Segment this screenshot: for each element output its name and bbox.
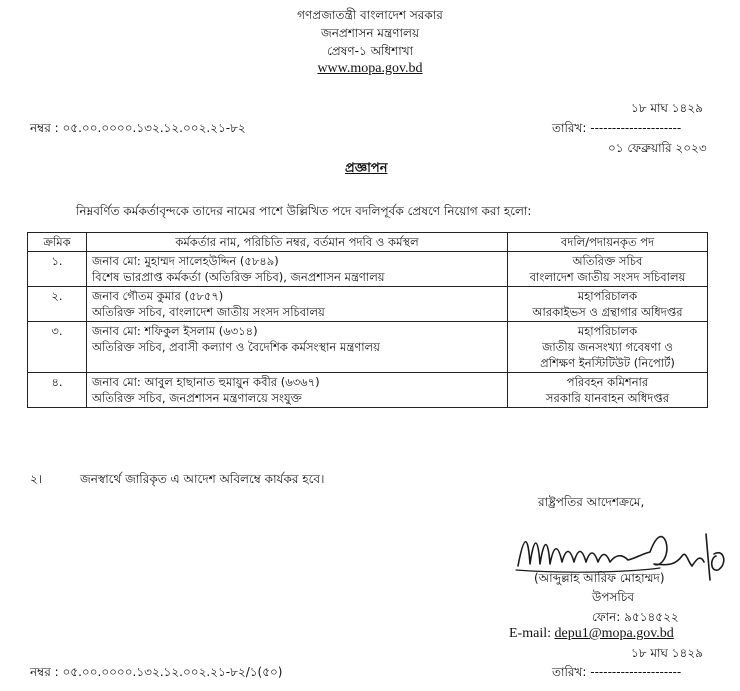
officer-current-post: অতিরিক্ত সচিব, জনপ্রশাসন মন্ত্রণালয়ে সংযুক্ত	[92, 391, 302, 405]
table-row	[28, 252, 708, 287]
website-link[interactable]: www.mopa.gov.bd	[317, 61, 423, 76]
government-name: গণপ্রজাতন্ত্রী বাংলাদেশ সরকার	[297, 8, 443, 22]
intro-paragraph: নিম্নবর্ণিত কর্মকর্তাবৃন্দকে তাদের নামের পাশে উল্লিখিত পদে বদলিপূর্বক প্রেষণে নিয়োগ করা হলো:	[76, 204, 532, 218]
column-header-officer: কর্মকর্তার নাম, পরিচিতি নম্বর, বর্তমান পদবি ও কর্মস্থল	[87, 233, 508, 252]
table-row	[28, 373, 708, 408]
row-serial: ১.	[28, 252, 87, 287]
transfer-table	[27, 232, 708, 408]
signatory-designation: উপসচিব	[592, 590, 635, 604]
officer-name: জনাব গৌতম কুমার (৫৮৫৭)	[92, 289, 224, 303]
footer-date-label: তারিখ: ---------------------	[552, 665, 682, 679]
row-new-post	[508, 322, 708, 373]
new-post-title: অতিরিক্ত সচিব	[572, 254, 643, 268]
new-post-office: জাতীয় জনসংখ্যা গবেষণা ও	[542, 340, 673, 354]
clause-number: ২।	[30, 472, 43, 486]
row-officer	[87, 373, 508, 408]
row-new-post	[508, 373, 708, 408]
memo-date-label: তারিখ: ---------------------	[552, 121, 682, 135]
order-line: রাষ্ট্রপতির আদেশক্রমে,	[538, 495, 645, 509]
new-post-title: পরিবহন কমিশনার	[566, 375, 649, 389]
row-new-post	[508, 287, 708, 322]
signatory-phone: ফোন: ৯৫১৪৫২২	[592, 610, 679, 624]
section-name: প্রেষণ-১ অধিশাখা	[326, 44, 414, 58]
new-post-title: মহাপরিচালক	[577, 289, 638, 303]
row-new-post	[508, 252, 708, 287]
memo-number: নম্বর : ০৫.০০.০০০০.১৩২.১২.০০২.২১-৮২	[30, 121, 246, 135]
signatory-name: (আব্দুল্লাহ আরিফ মোহাম্মদ)	[534, 571, 665, 585]
document-title: প্রজ্ঞাপন	[345, 161, 388, 176]
new-post-office-line2: প্রশিক্ষণ ইনস্টিটিউট (নিপোর্ট)	[540, 356, 675, 370]
table-row	[28, 287, 708, 322]
footer-date-bangla: ১৮ মাঘ ১৪২৯	[631, 646, 703, 660]
officer-name: জনাব মো: শফিকুল ইসলাম (৬৩১৪)	[92, 324, 258, 338]
officer-current-post: অতিরিক্ত সচিব, প্রবাসী কল্যাণ ও বৈদেশিক কর্মসংস্থান মন্ত্রণালয়	[92, 340, 380, 354]
clause-text: জনস্বার্থে জারিকৃত এ আদেশ অবিলম্বে কার্যকর হবে।	[80, 472, 325, 486]
ministry-name: জনপ্রশাসন মন্ত্রণালয়	[320, 26, 420, 40]
memo-date-bangla: ১৮ মাঘ ১৪২৯	[631, 101, 703, 115]
officer-current-post: বিশেষ ভারপ্রাপ্ত কর্মকর্তা (অতিরিক্ত সচিব), জনপ্রশাসন মন্ত্রণালয়	[92, 270, 385, 284]
email-address-link[interactable]: depu1@mopa.gov.bd	[554, 626, 674, 641]
footer-memo-number: নম্বর : ০৫.০০.০০০০.১৩২.১২.০০২.২১-৮২/১(৫০)	[30, 665, 283, 679]
row-serial: ৪.	[28, 373, 87, 408]
officer-current-post: অতিরিক্ত সচিব, বাংলাদেশ জাতীয় সংসদ সচিবালয়	[92, 305, 325, 319]
new-post-office: আরকাইভস ও গ্রন্থাগার অধিদপ্তর	[532, 305, 683, 319]
officer-name: জনাব মো: মুহাম্মদ সালেহউদ্দিন (৫৮৪৯)	[92, 254, 279, 268]
column-header-serial: ক্রমিক	[28, 233, 87, 252]
email-label: E-mail:	[509, 626, 551, 641]
row-officer	[87, 322, 508, 373]
new-post-title: মহাপরিচালক	[577, 324, 638, 338]
row-officer	[87, 252, 508, 287]
new-post-office: সরকারি যানবাহন অধিদপ্তর	[545, 391, 670, 405]
signatory-email	[509, 626, 674, 642]
column-header-post: বদলি/পদায়নকৃত পদ	[508, 233, 708, 252]
letterhead	[0, 6, 740, 78]
row-officer	[87, 287, 508, 322]
row-serial: ২.	[28, 287, 87, 322]
table-header-row	[28, 233, 708, 252]
officer-name: জনাব মো: আবুল হাছানাত হুমায়ুন কবীর (৬৩৬৭)	[92, 375, 320, 389]
table-row	[28, 322, 708, 373]
row-serial: ৩.	[28, 322, 87, 373]
new-post-office: বাংলাদেশ জাতীয় সংসদ সচিবালয়	[529, 270, 686, 284]
memo-date-english: ০১ ফেব্রুয়ারি ২০২৩	[608, 141, 707, 155]
